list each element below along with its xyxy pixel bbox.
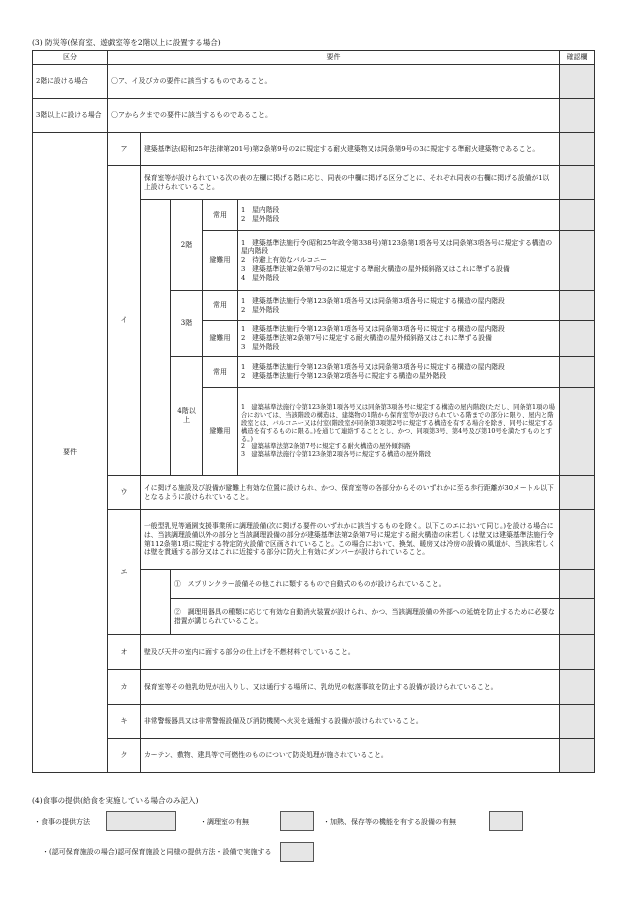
header-yoken: 要件 — [108, 51, 560, 65]
check-cell-2f-escape[interactable] — [560, 231, 595, 291]
check-cell-ka[interactable] — [560, 670, 595, 705]
line: 1 建築基準法施行令第123条第1項各号又は同条第3項各号に規定する構造の屋内階段 — [241, 363, 505, 372]
req-a-text: 建築基準法(昭和25年法律第201号)第2条第9号の2に規定する耐火建築物又は同条第9号の3に規定する準耐火建築物であること。 — [141, 133, 560, 166]
floor-2f-normal-lines — [238, 200, 560, 231]
floor-4f-type-escape: 避難用 — [203, 388, 238, 476]
header-kakunin: 確認欄 — [560, 51, 595, 65]
check-cell-e-2[interactable] — [560, 599, 595, 635]
req-e-sub2 — [171, 599, 560, 635]
sub-text: 調理用器具の種類に応じて有効な自動消火装置が設けられ、かつ、当該調理設備の外部への延焼を防止するために必要な措置が講じられていること。 — [174, 607, 555, 625]
req-u-row — [33, 476, 595, 510]
heating-field[interactable] — [489, 811, 523, 831]
line: 2 建築基準法第2条第7号に規定する耐火構造の屋外傾斜路又はこれに準ずる設備 — [241, 334, 492, 343]
check-cell-3f[interactable] — [560, 99, 595, 133]
row-2f — [33, 65, 595, 99]
line: 1 建築基準法施行令第123条第1項各号又は同条第3項各号に規定する構造の屋内階段 — [241, 325, 505, 334]
disaster-prevention-table — [32, 50, 595, 773]
meal-method-label: ・食事の提供方法 — [34, 818, 90, 826]
heating-label: ・加熱、保存等の機能を有する設備の有無 — [323, 818, 456, 826]
meal-method-field[interactable] — [106, 811, 176, 831]
req-u-mark: ウ — [108, 476, 141, 510]
floor-4f-normal-lines — [238, 357, 560, 388]
line: 3 屋外階段 — [241, 343, 280, 351]
indent-cell — [141, 570, 171, 635]
line: 1 建築基準法施行令(昭和25年政令第338号)第123条第1項各号又は同条第3項各号に規定する構造の屋内階段 — [241, 238, 553, 256]
table-header-row — [33, 51, 595, 65]
sub-no: ② — [174, 607, 181, 616]
header-kubun: 区分 — [33, 51, 108, 65]
req-ka-mark: カ — [108, 670, 141, 705]
check-cell-ku[interactable] — [560, 739, 595, 773]
line: 2 屋外階段 — [241, 305, 280, 314]
floor-3f-label: 3階 — [171, 291, 203, 357]
req-i-row — [33, 166, 595, 200]
sub-text: スプリンクラー設備その他これに類するもので自動式のものが設けられていること。 — [187, 579, 446, 588]
floor-3f-normal-lines — [238, 291, 560, 321]
req-o-mark: オ — [108, 635, 141, 670]
check-cell-4f-escape[interactable] — [560, 388, 595, 476]
req-ki-text: 非常警報器具又は非常警報設備及び消防機関へ火災を通報する設備が設けられていること。 — [141, 705, 560, 739]
req-ki-mark: キ — [108, 705, 141, 739]
floor-2f-type-escape: 避難用 — [203, 231, 238, 291]
line: 2 待避上有効なバルコニー — [241, 256, 327, 265]
row-3f — [33, 99, 595, 133]
req-ku-mark: ク — [108, 739, 141, 773]
indent-cell — [141, 200, 171, 476]
line: 3 建築基準法第2条第7号の2に規定する準耐火構造の屋外傾斜路又はこれに準ずる設備 — [241, 265, 510, 273]
floor-3f-type-normal: 常用 — [203, 291, 238, 321]
req-ka-text: 保育室等その他乳幼児が出入りし、又は通行する場所に、乳幼児の転落事故を防止する設備が設けられていること。 — [141, 670, 560, 705]
licensed-field[interactable] — [280, 842, 314, 862]
req-e-sub1 — [171, 570, 560, 599]
floor-4f-label: 4階以上 — [171, 357, 203, 476]
req-a-mark: ア — [108, 133, 141, 166]
check-cell-i[interactable] — [560, 166, 595, 200]
req-ku-row — [33, 739, 595, 773]
check-cell-e[interactable] — [560, 510, 595, 570]
check-cell-2f-normal[interactable] — [560, 200, 595, 231]
req-o-text: 壁及び天井の室内に面する部分の仕上げを不燃材料でしていること。 — [141, 635, 560, 670]
req-i-text: 保育室等が設けられている次の表の左欄に掲げる階に応じ、同表の中欄に掲げる区分ごとに、それぞれ同表の右欄に掲げる設備が1以上設けられていること。 — [141, 166, 560, 200]
req-ki-row — [33, 705, 595, 739]
req-a-row — [33, 133, 595, 166]
line: 1 建築基準法施行令第123条第1項各号又は同条第3項各号に規定する構造の屋内階段(ただし、同条第1項の場合においては、当該階段の構造は、建築物の1階から保育室等が設けられている階までの部分に限り、屋内と階段室とは、バルコニー又は付室(階段室が同条第3項第2号に規定する構造を有する場合を除き、同号に規定する構造を有するものに限る。)を通じて連絡することとし、かつ、同項第3号、第4号及び第10号を満たすものとする。) — [241, 404, 555, 443]
kitchen-label: ・調理室の有無 — [200, 818, 249, 826]
check-cell-u[interactable] — [560, 476, 595, 510]
section-heading: (3) 防災等(保育室、遊戯室等を2階以上に設置する場合) — [32, 38, 221, 47]
floor-2f-label: 2階 — [171, 200, 203, 291]
req-e-mark: エ — [108, 510, 141, 635]
req-o-row — [33, 635, 595, 670]
floor-3f-escape-lines — [238, 321, 560, 357]
line: 1 建築基準法施行令第123条第1項各号又は同条第3項各号に規定する構造の屋内階段 — [241, 296, 505, 305]
row-2f-text: 〇ア、イ及びカの要件に該当するものであること。 — [108, 65, 560, 99]
req-e-text: 一般型乳児等通園支援事業所に調理設備(次に掲げる要件のいずれかに該当するものを除く。以下このエにおいて同じ。)を設ける場合には、当該調理設備以外の部分と当該調理設備の部分が建築基準法第2条第7号に規定する耐火構造の床若しくは壁又は建築基準法施行令第112条第1項に規定する特定防火設備で区画されていること。この場合において、換気、暖房又は冷房の設備の風道が、当該床若しくは壁を貫通する部分又はこれに近接する部分に防火上有効にダンパーが設けられていること。 — [141, 510, 560, 570]
line: 2 建築基準法第2条第7号に規定する耐火構造の屋外傾斜路 — [241, 443, 411, 451]
req-e-row — [33, 510, 595, 570]
check-cell-o[interactable] — [560, 635, 595, 670]
line: 2 屋外階段 — [241, 215, 280, 224]
check-cell-3f-normal[interactable] — [560, 291, 595, 321]
floor-3f-type-escape: 避難用 — [203, 321, 238, 357]
floor-2f-escape-lines — [238, 231, 560, 291]
kitchen-field[interactable] — [280, 811, 314, 831]
licensed-label: ・(認可保育施設の場合)認可保育施設と同様の提供方法・設備で実施する — [42, 848, 272, 856]
check-cell-4f-normal[interactable] — [560, 357, 595, 388]
req-ku-text: カーテン、敷物、建具等で可燃性のものについて防炎処理が施されていること。 — [141, 739, 560, 773]
check-cell-ki[interactable] — [560, 705, 595, 739]
check-cell-e-1[interactable] — [560, 570, 595, 599]
meal-section-title: (4)食事の提供(給食を実施している場合のみ記入) — [32, 796, 199, 805]
row-3f-text: 〇アからクまでの要件に該当するものであること。 — [108, 99, 560, 133]
row-3f-label: 3階以上に設ける場合 — [33, 99, 108, 133]
floor-4f-escape-lines — [238, 388, 560, 476]
check-cell-2f[interactable] — [560, 65, 595, 99]
req-ka-row — [33, 670, 595, 705]
row-2f-label: 2階に設ける場合 — [33, 65, 108, 99]
line: 4 屋外階段 — [241, 273, 280, 282]
line: 3 建築基準法施行令第123条第2項各号に規定する構造の屋外階段 — [241, 451, 432, 459]
yoken-label: 要件 — [33, 133, 108, 773]
floor-2f-type-normal: 常用 — [203, 200, 238, 231]
check-cell-a[interactable] — [560, 133, 595, 166]
floor-4f-type-normal: 常用 — [203, 357, 238, 388]
req-i-mark: イ — [108, 166, 141, 476]
check-cell-3f-escape[interactable] — [560, 321, 595, 357]
req-u-text: イに掲げる施設及び設備が避難上有効な位置に設けられ、かつ、保育室等の各部分からそのいずれかに至る歩行距離が30メートル以下となるように設けられていること。 — [141, 476, 560, 510]
line: 2 建築基準法施行令第123条第2項各号に規定する構造の屋外階段 — [241, 372, 447, 381]
line: 1 屋内階段 — [241, 206, 280, 215]
sub-no: ① — [174, 579, 181, 588]
